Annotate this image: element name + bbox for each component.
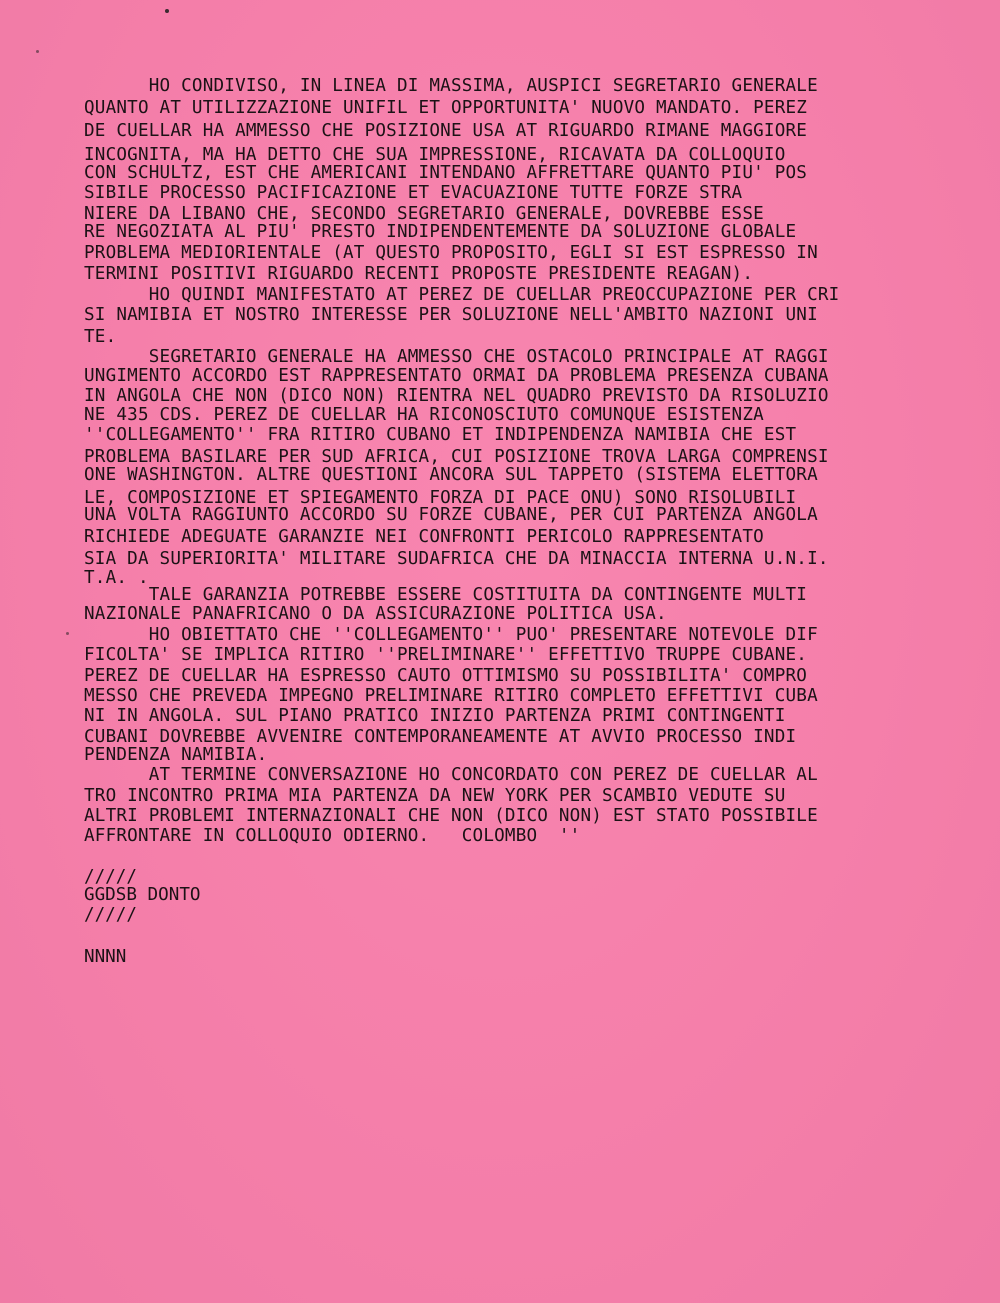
text-line: ''COLLEGAMENTO'' FRA RITIRO CUBANO ET INDIPENDENZA NAMIBIA CHE EST	[84, 425, 797, 445]
separator-slashes: /////	[84, 867, 137, 887]
text-line: NAZIONALE PANAFRICANO O DA ASSICURAZIONE POLITICA USA.	[84, 604, 667, 624]
text-line: DE CUELLAR HA AMMESSO CHE POSIZIONE USA AT RIGUARDO RIMANE MAGGIORE	[84, 121, 808, 141]
text-line: PROBLEMA MEDIORIENTALE (AT QUESTO PROPOSITO, EGLI SI EST ESPRESSO IN	[84, 243, 818, 263]
text-line: TERMINI POSITIVI RIGUARDO RECENTI PROPOSTE PRESIDENTE REAGAN).	[84, 264, 754, 284]
text-line: HO OBIETTATO CHE ''COLLEGAMENTO'' PUO' PRESENTARE NOTEVOLE DIF	[84, 625, 818, 645]
punch-mark	[36, 50, 39, 53]
text-line: FICOLTA' SE IMPLICA RITIRO ''PRELIMINARE'' EFFETTIVO TRUPPE CUBANE.	[84, 645, 808, 665]
text-line: HO QUINDI MANIFESTATO AT PEREZ DE CUELLAR PREOCCUPAZIONE PER CRI	[84, 285, 840, 305]
text-line: T.A. .	[84, 568, 149, 588]
text-line: QUANTO AT UTILIZZAZIONE UNIFIL ET OPPORTUNITA' NUOVO MANDATO. PEREZ	[84, 98, 808, 118]
text-line: TRO INCONTRO PRIMA MIA PARTENZA DA NEW YORK PER SCAMBIO VEDUTE SU	[84, 786, 786, 806]
text-line: PENDENZA NAMIBIA.	[84, 745, 268, 765]
text-line: AFFRONTARE IN COLLOQUIO ODIERNO. COLOMBO ''	[84, 826, 581, 846]
text-line: SI NAMIBIA ET NOSTRO INTERESSE PER SOLUZIONE NELL'AMBITO NAZIONI UNI	[84, 305, 818, 325]
text-line: RICHIEDE ADEGUATE GARANZIE NEI CONFRONTI PERICOLO RAPPRESENTATO	[84, 527, 764, 547]
punch-mark	[165, 9, 169, 13]
text-line: ALTRI PROBLEMI INTERNAZIONALI CHE NON (DICO NON) EST STATO POSSIBILE	[84, 806, 818, 826]
text-line: UNGIMENTO ACCORDO EST RAPPRESENTATO ORMAI DA PROBLEMA PRESENZA CUBANA	[84, 366, 829, 386]
separator-slashes: /////	[84, 905, 137, 925]
text-line: AT TERMINE CONVERSAZIONE HO CONCORDATO CON PEREZ DE CUELLAR AL	[84, 765, 818, 785]
text-line: IN ANGOLA CHE NON (DICO NON) RIENTRA NEL QUADRO PREVISTO DA RISOLUZIO	[84, 386, 829, 406]
text-line: PEREZ DE CUELLAR HA ESPRESSO CAUTO OTTIMISMO SU POSSIBILITA' COMPRO	[84, 666, 808, 686]
text-line: NI IN ANGOLA. SUL PIANO PRATICO INIZIO PARTENZA PRIMI CONTINGENTI	[84, 706, 786, 726]
text-line: NIERE DA LIBANO CHE, SECONDO SEGRETARIO GENERALE, DOVREBBE ESSE	[84, 204, 764, 224]
text-line: ONE WASHINGTON. ALTRE QUESTIONI ANCORA SUL TAPPETO (SISTEMA ELETTORA	[84, 465, 818, 485]
text-line: TALE GARANZIA POTREBBE ESSERE COSTITUITA DA CONTINGENTE MULTI	[84, 585, 808, 605]
text-line: CON SCHULTZ, EST CHE AMERICANI INTENDANO AFFRETTARE QUANTO PIU' POS	[84, 163, 808, 183]
routing-code: GGDSB DONTO	[84, 885, 201, 905]
text-line: RE NEGOZIATA AL PIU' PRESTO INDIPENDENTEMENTE DA SOLUZIONE GLOBALE	[84, 222, 797, 242]
text-line: UNA VOLTA RAGGIUNTO ACCORDO SU FORZE CUBANE, PER CUI PARTENZA ANGOLA	[84, 505, 818, 525]
text-line: NE 435 CDS. PEREZ DE CUELLAR HA RICONOSCIUTO COMUNQUE ESISTENZA	[84, 405, 764, 425]
punch-mark	[66, 632, 69, 635]
text-line: SIBILE PROCESSO PACIFICAZIONE ET EVACUAZIONE TUTTE FORZE STRA	[84, 183, 743, 203]
text-line: INCOGNITA, MA HA DETTO CHE SUA IMPRESSIONE, RICAVATA DA COLLOQUIO	[84, 145, 786, 165]
text-line: MESSO CHE PREVEDA IMPEGNO PRELIMINARE RITIRO COMPLETO EFFETTIVI CUBA	[84, 686, 818, 706]
text-line: TE.	[84, 327, 117, 347]
text-line: PROBLEMA BASILARE PER SUD AFRICA, CUI POSIZIONE TROVA LARGA COMPRENSI	[84, 447, 829, 467]
end-of-message-marker: NNNN	[84, 947, 127, 967]
text-line: SEGRETARIO GENERALE HA AMMESSO CHE OSTACOLO PRINCIPALE AT RAGGI	[84, 347, 829, 367]
text-line: LE, COMPOSIZIONE ET SPIEGAMENTO FORZA DI PACE ONU) SONO RISOLUBILI	[84, 488, 797, 508]
text-line: CUBANI DOVREBBE AVVENIRE CONTEMPORANEAMENTE AT AVVIO PROCESSO INDI	[84, 727, 797, 747]
text-line: HO CONDIVISO, IN LINEA DI MASSIMA, AUSPICI SEGRETARIO GENERALE	[84, 76, 818, 96]
text-line: SIA DA SUPERIORITA' MILITARE SUDAFRICA CHE DA MINACCIA INTERNA U.N.I.	[84, 549, 829, 569]
